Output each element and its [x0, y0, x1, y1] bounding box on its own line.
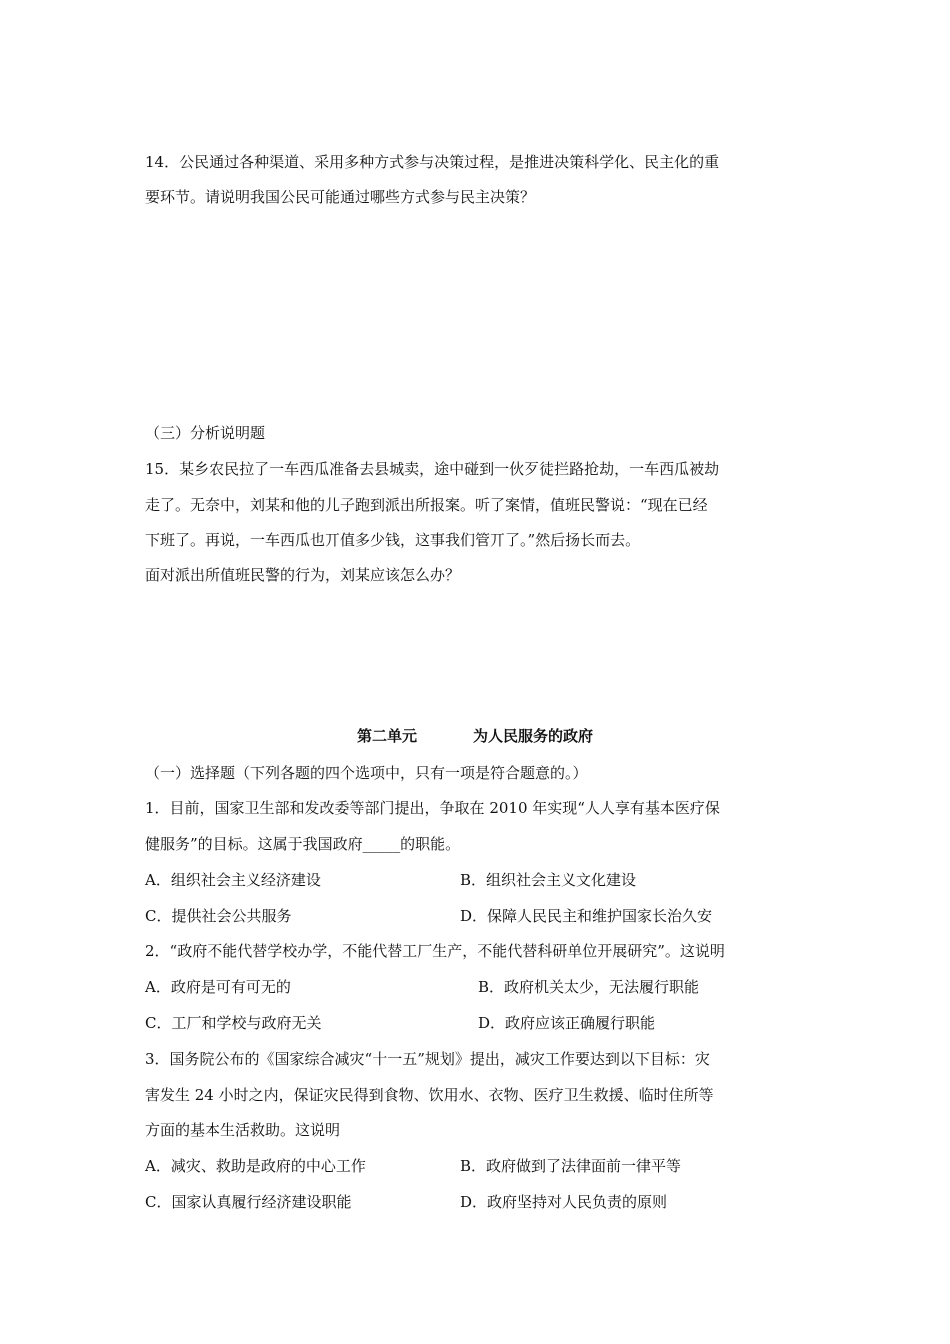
- unit-2-title: [0, 726, 950, 746]
- q3-option-b: B．政府做到了法律面前一律平等: [460, 1157, 682, 1175]
- q1-option-a: A．组织社会主义经济建设: [145, 871, 321, 889]
- q15-line-4: 面对派出所值班民警的行为，刘某应该怎么办？: [145, 566, 461, 584]
- q1-line-2: 健服务”的目标。这属于我国政府_____的职能。: [145, 835, 461, 853]
- q15-line-2: 走了。无奈中，刘某和他的儿子跑到派出所报案。听了案情，值班民警说：“现在已经: [145, 496, 708, 514]
- q2-option-c: C．工厂和学校与政府无关: [145, 1014, 322, 1032]
- q3-option-a: A．减灾、救助是政府的中心工作: [145, 1157, 366, 1175]
- q3-line-2: 害发生 24 小时之内，保证灾民得到食物、饮用水、衣物、医疗卫生救援、临时住所等: [145, 1086, 714, 1104]
- choice-heading: （一）选择题（下列各题的四个选项中，只有一项是符合题意的。）: [145, 764, 588, 782]
- q3-option-d: D．政府坚持对人民负责的原则: [460, 1193, 668, 1211]
- q14-line-2: 要环节。请说明我国公民可能通过哪些方式参与民主决策？: [145, 188, 536, 206]
- q2-option-d: D．政府应该正确履行职能: [478, 1014, 656, 1032]
- q3-option-c: C．国家认真履行经济建设职能: [145, 1193, 352, 1211]
- q3-line-3: 方面的基本生活救助。这说明: [145, 1121, 341, 1139]
- unit-2-title-right: 为人民服务的政府: [473, 727, 594, 745]
- q1-option-d: D．保障人民民主和维护国家长治久安: [460, 907, 713, 925]
- unit-2-title-left: 第二单元: [356, 727, 417, 745]
- q2-option-a: A．政府是可有可无的: [145, 978, 291, 996]
- q3-line-1: 3．国务院公布的《国家综合减灾“十一五”规划》提出，减灾工作要达到以下目标：灾: [145, 1050, 710, 1068]
- q1-line-1: 1．目前，国家卫生部和发改委等部门提出，争取在 2010 年实现“人人享有基本医疗保: [145, 799, 720, 817]
- q2-line-1: 2．“政府不能代替学校办学，不能代替工厂生产，不能代替科研单位开展研究”。这说明: [145, 942, 725, 960]
- q15-line-3: 下班了。再说，一车西瓜也丌值多少钱，这事我们管丌了。”然后扬长而去。: [145, 531, 641, 549]
- q14-line-1: 14．公民通过各种渠道、采用多种方式参与决策过程，是推进决策科学化、民主化的重: [145, 153, 720, 171]
- q15-line-1: 15．某乡农民拉了一车西瓜准备去县城卖，途中碰到一伙歹徒拦路抢劫，一车西瓜被劫: [145, 460, 720, 478]
- section-3-heading: （三）分析说明题: [145, 424, 266, 442]
- q2-option-b: B．政府机关太少，无法履行职能: [478, 978, 700, 996]
- q1-option-b: B．组织社会主义文化建设: [460, 871, 637, 889]
- q1-option-c: C．提供社会公共服务: [145, 907, 292, 925]
